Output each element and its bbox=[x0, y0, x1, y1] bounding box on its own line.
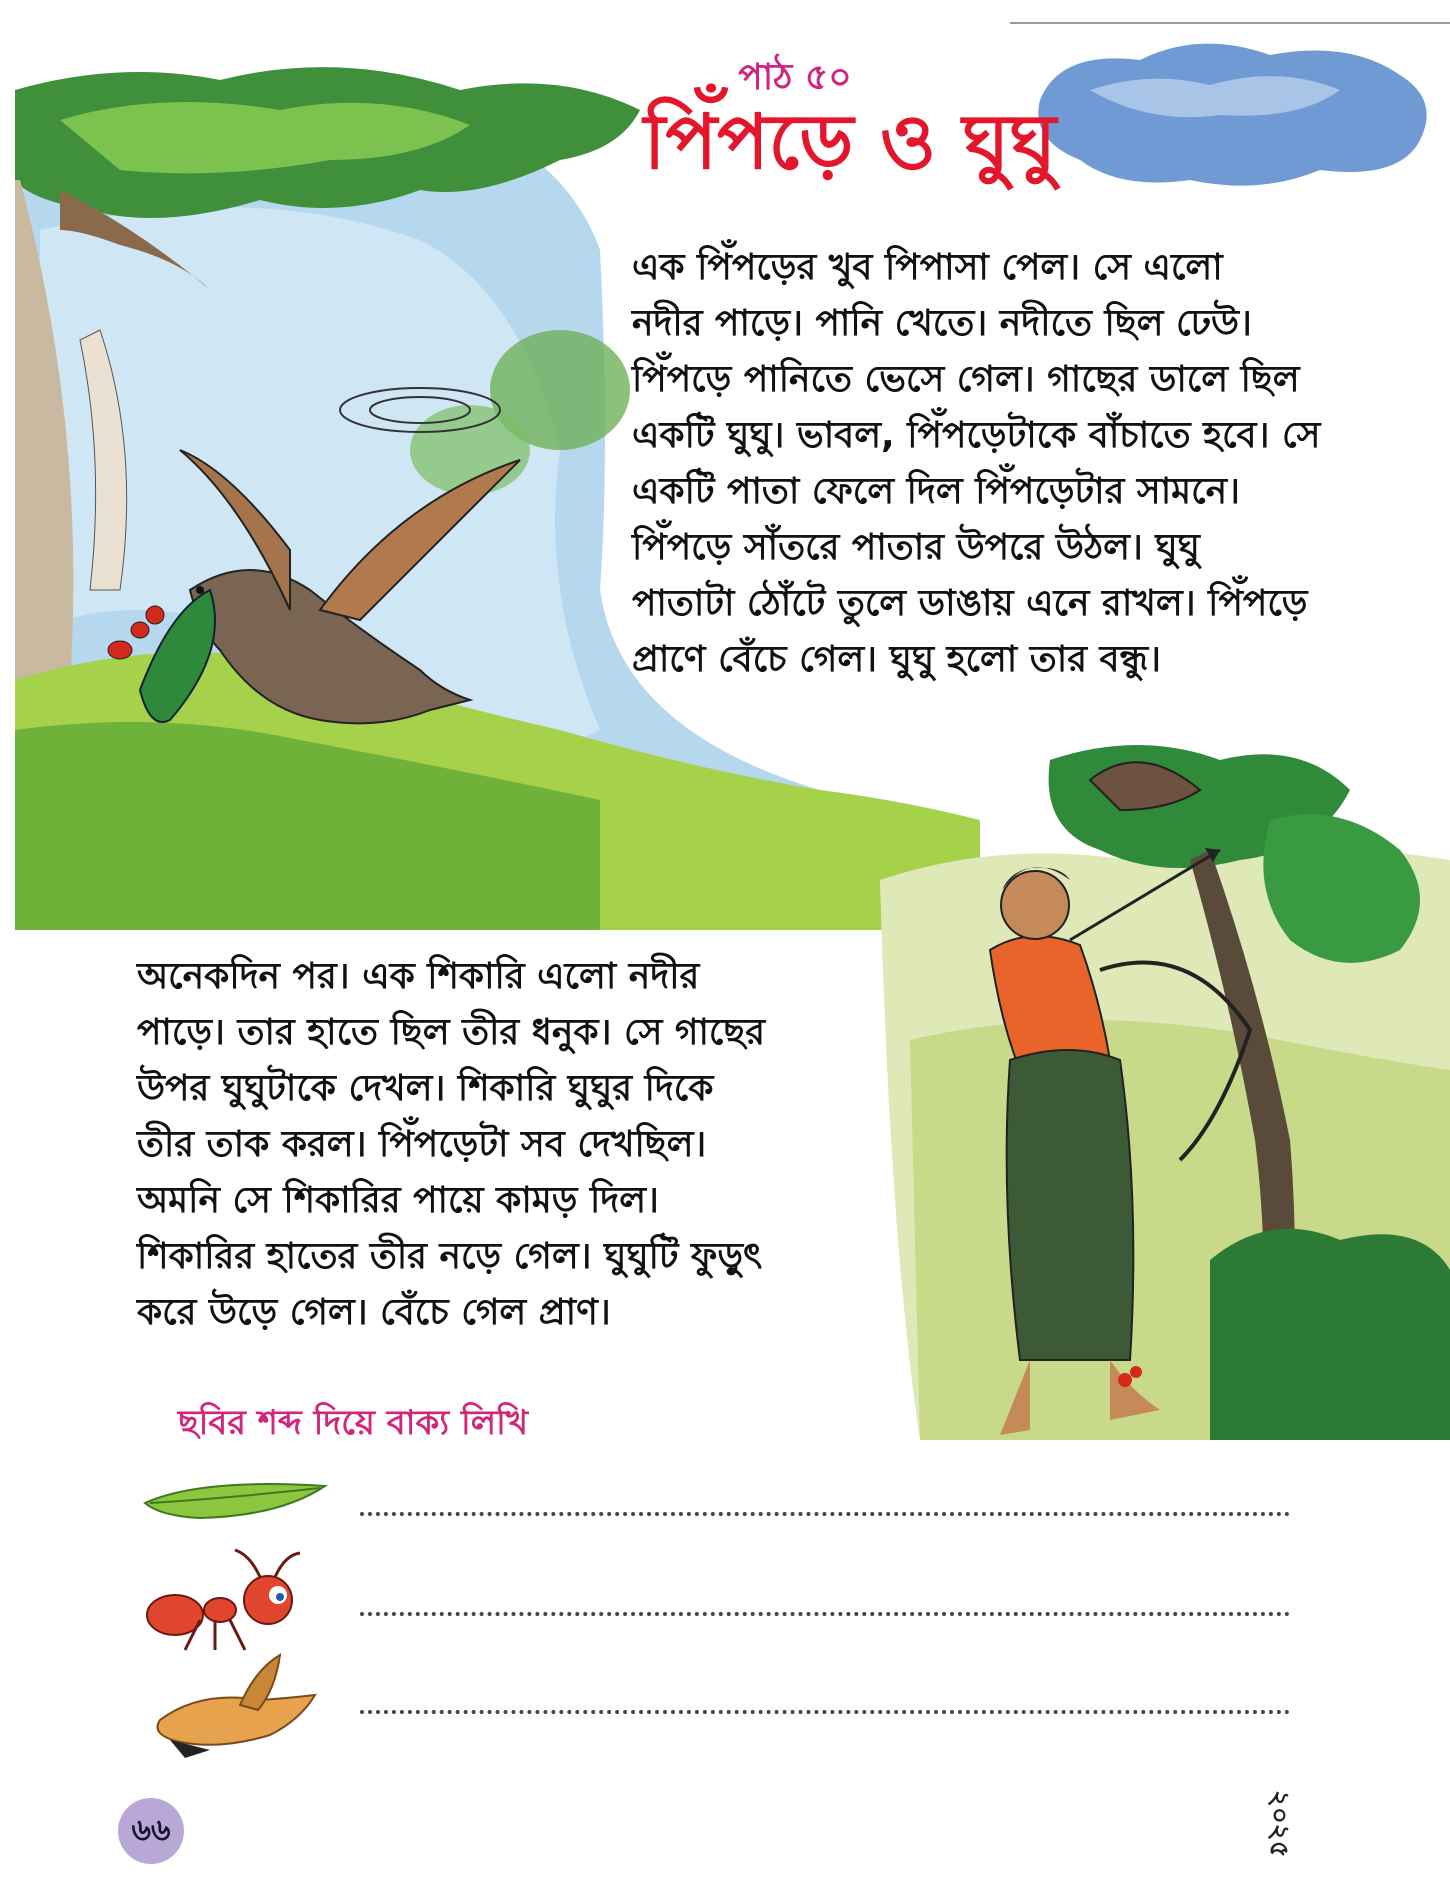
story-paragraph-2 bbox=[137, 949, 765, 1341]
dove-icon bbox=[140, 1650, 330, 1760]
story-line: প্রাণে বেঁচে গেল। ঘুঘু হলো তার বন্ধু। bbox=[632, 639, 1161, 680]
lesson-title: পিঁপড়ে ও ঘুঘু bbox=[643, 97, 1057, 186]
story-line: করে উড়ে গেল। বেঁচে গেল প্রাণ। bbox=[137, 1292, 611, 1333]
story-line: পিঁপড়ে সাঁতরে পাতার উপরে উঠল। ঘুঘু bbox=[632, 527, 1200, 568]
story-line: এক পিঁপড়ের খুব পিপাসা পেল। সে এলো bbox=[632, 247, 1223, 288]
answer-line-1[interactable] bbox=[360, 1512, 1290, 1516]
story-line: অমনি সে শিকারির পায়ে কামড় দিল। bbox=[137, 1180, 659, 1221]
ant-icon bbox=[140, 1545, 310, 1655]
top-rule bbox=[1010, 22, 1450, 24]
story-line: অনেকদিন পর। এক শিকারি এলো নদীর bbox=[137, 956, 700, 997]
cloud-illustration bbox=[1020, 30, 1440, 200]
story-line: শিকারির হাতের তীর নড়ে গেল। ঘুঘুটি ফুড়ুৎ bbox=[137, 1236, 763, 1277]
answer-line-2[interactable] bbox=[360, 1612, 1290, 1616]
page-number-badge bbox=[118, 1798, 184, 1864]
story-line: তীর তাক করল। পিঁপড়েটা সব দেখছিল। bbox=[137, 1124, 707, 1165]
story-illustration-hunter bbox=[880, 740, 1450, 1440]
story-line: পাতাটা ঠোঁটে তুলে ডাঙায় এনে রাখল। পিঁপড়ে bbox=[632, 583, 1308, 624]
answer-line-3[interactable] bbox=[360, 1710, 1290, 1714]
story-line: একটি ঘুঘু। ভাবল, পিঁপড়েটাকে বাঁচাতে হবে। সে bbox=[632, 415, 1321, 456]
story-line: পিঁপড়ে পানিতে ভেসে গেল। গাছের ডালে ছিল bbox=[632, 359, 1300, 400]
page-number: ৬৬ bbox=[131, 1812, 171, 1848]
story-line: একটি পাতা ফেলে দিল পিঁপড়েটার সামনে। bbox=[632, 471, 1240, 512]
story-line: পাড়ে। তার হাতে ছিল তীর ধনুক। সে গাছের bbox=[137, 1012, 766, 1053]
exercise-heading: ছবির শব্দ দিয়ে বাক্য লিখি bbox=[178, 1403, 529, 1443]
story-line: উপর ঘুঘুটাকে দেখল। শিকারি ঘুঘুর দিকে bbox=[137, 1068, 714, 1109]
lesson-number: পাঠ ৫০ bbox=[738, 57, 852, 98]
story-line: নদীর পাড়ে। পানি খেতে। নদীতে ছিল ঢেউ। bbox=[632, 303, 1252, 344]
story-paragraph-1 bbox=[632, 240, 1320, 688]
leaf-icon bbox=[140, 1478, 330, 1523]
print-year: ২০২৫ bbox=[1264, 1790, 1294, 1858]
